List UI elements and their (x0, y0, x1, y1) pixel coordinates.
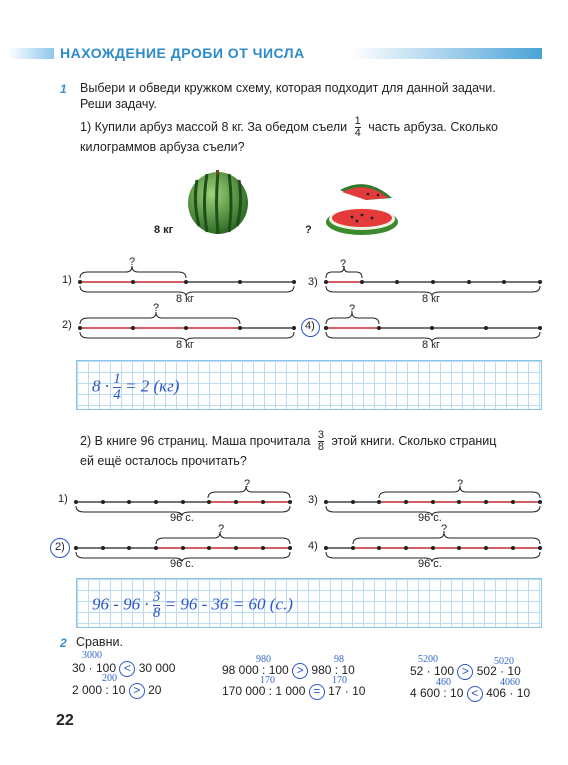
cmp6-left: 4 600 : 10 (410, 686, 464, 701)
cmp4-right: 17 · 10 (328, 684, 366, 699)
problem-2-fraction (318, 430, 324, 453)
scheme-b2-question: ? (218, 523, 225, 535)
scheme-b4-question: ? (441, 523, 448, 535)
sol2-num: 3 (152, 589, 161, 605)
scheme-b3-total: 96 с. (418, 512, 442, 524)
intro-line1: Выбери и обведи кружком схему, которая подходит для данной задачи. (80, 81, 496, 95)
frac2-den: 8 (317, 441, 324, 453)
scheme-1-total: 8 кг (176, 293, 194, 305)
scheme-b4-number: 4) (308, 540, 318, 552)
problem-2-line1a: 2) В книге 96 страниц. Маша прочитала (80, 433, 311, 448)
scheme-4-question: ? (349, 303, 356, 315)
cmp5-left: 52 · 100 (410, 664, 455, 679)
cmp5-sign[interactable]: > (457, 664, 473, 680)
intro-line2: Реши задачу. (80, 97, 157, 111)
cmp1-right: 30 000 (138, 661, 176, 676)
solution-1 (92, 372, 179, 403)
scheme-b3-number: 3) (308, 494, 318, 506)
cmp4-sign[interactable]: = (309, 684, 325, 700)
cmp3-left: 98 000 : 100 (222, 663, 289, 678)
scheme-3-total: 8 кг (422, 293, 440, 305)
problem-1-line1a: 1) Купили арбуз массой 8 кг. За обедом съели (80, 119, 348, 134)
cmp6-sign[interactable]: < (467, 686, 483, 702)
solution-2-rest: = 96 - 36 = 60 (с.) (164, 594, 293, 614)
sol1-num: 1 (113, 371, 121, 387)
scheme-4-total: 8 кг (422, 339, 440, 351)
solution-1-op: · (104, 376, 109, 396)
solution-1-fraction (113, 372, 121, 403)
cmp4-left: 170 000 : 1 000 (222, 684, 306, 699)
frac-den: 4 (354, 127, 361, 139)
scheme-b3-question: ? (457, 478, 464, 490)
page-number: 22 (56, 712, 74, 729)
note-r3l: 980 (256, 654, 271, 665)
compare-row-1 (72, 661, 175, 677)
scheme-1-number: 1) (62, 274, 72, 286)
frac-num: 1 (354, 115, 361, 127)
cmp2-sign[interactable]: > (129, 683, 145, 699)
title-right-stripe (352, 48, 542, 59)
scheme-1-question: ? (129, 256, 136, 268)
task-2-number: 2 (60, 636, 67, 650)
scheme-b2-total: 96 с. (170, 558, 194, 570)
whole-watermelon-image (185, 168, 251, 236)
part-label: ? (305, 224, 312, 236)
solution-1-rest: = 2 (кг) (125, 376, 180, 396)
frac2-num: 3 (317, 429, 324, 441)
solution-2-fraction (153, 590, 161, 621)
scheme-2-total: 8 кг (176, 339, 194, 351)
note-r5l: 5200 (418, 654, 438, 665)
cmp3-sign[interactable]: > (292, 663, 308, 679)
note-r1: 3000 (82, 650, 102, 661)
task-2-label: Сравни. (76, 635, 123, 649)
scheme-4-number: 4) (305, 320, 315, 332)
page-title: НАХОЖДЕНИЕ ДРОБИ ОТ ЧИСЛА (60, 45, 305, 61)
solution-2-op: · (144, 594, 149, 614)
scheme-3-question: ? (340, 258, 347, 270)
scheme-b1-total: 96 с. (170, 512, 194, 524)
scheme-b1-question: ? (244, 478, 251, 490)
cmp1-sign[interactable]: < (119, 661, 135, 677)
solution-1-a: 8 (92, 376, 101, 396)
cut-watermelon-image (322, 170, 398, 238)
note-r6l: 460 (436, 677, 451, 688)
cmp2-left: 2 000 : 10 (72, 683, 126, 698)
sol2-den: 8 (152, 605, 161, 621)
compare-row-2 (72, 683, 161, 699)
note-r6r: 4060 (500, 677, 520, 688)
scheme-b4-total: 96 с. (418, 558, 442, 570)
cmp2-right: 20 (148, 683, 162, 698)
cmp3-right: 980 : 10 (311, 663, 355, 678)
compare-row-6 (410, 686, 530, 702)
scheme-b1-number: 1) (58, 493, 68, 505)
scheme-2-number: 2) (62, 319, 72, 331)
scheme-b2-number: 2) (55, 541, 65, 553)
problem-1-line2: килограммов арбуза съели? (80, 140, 245, 154)
note-r3r: 98 (334, 654, 344, 665)
note-r4l: 170 (260, 675, 275, 686)
problem-1-line1b: часть арбуза. Сколько (368, 119, 499, 134)
problem-2-line2: ей ещё осталось прочитать? (80, 454, 247, 468)
scheme-2-question: ? (153, 302, 160, 314)
compare-row-4 (222, 684, 365, 700)
cmp6-right: 406 · 10 (486, 686, 531, 701)
note-r2: 200 (102, 673, 117, 684)
solution-2-a: 96 - 96 (92, 594, 141, 614)
cmp1-left: 30 · 100 (72, 661, 117, 676)
scheme-3-number: 3) (308, 276, 318, 288)
problem-2-text (80, 430, 550, 469)
problem-1-text (80, 116, 550, 155)
problem-1-fraction (355, 116, 361, 139)
note-r5r: 5020 (494, 656, 514, 667)
solution-2 (92, 590, 293, 621)
cmp5-right: 502 · 10 (476, 664, 521, 679)
note-r4r: 170 (332, 675, 347, 686)
whole-label: 8 кг (154, 224, 174, 236)
problem-2-line1b: этой книги. Сколько страниц (331, 433, 497, 448)
task-number: 1 (60, 82, 67, 96)
task-intro (80, 80, 550, 112)
title-left-stripe (8, 48, 54, 59)
sol1-den: 4 (113, 387, 121, 403)
